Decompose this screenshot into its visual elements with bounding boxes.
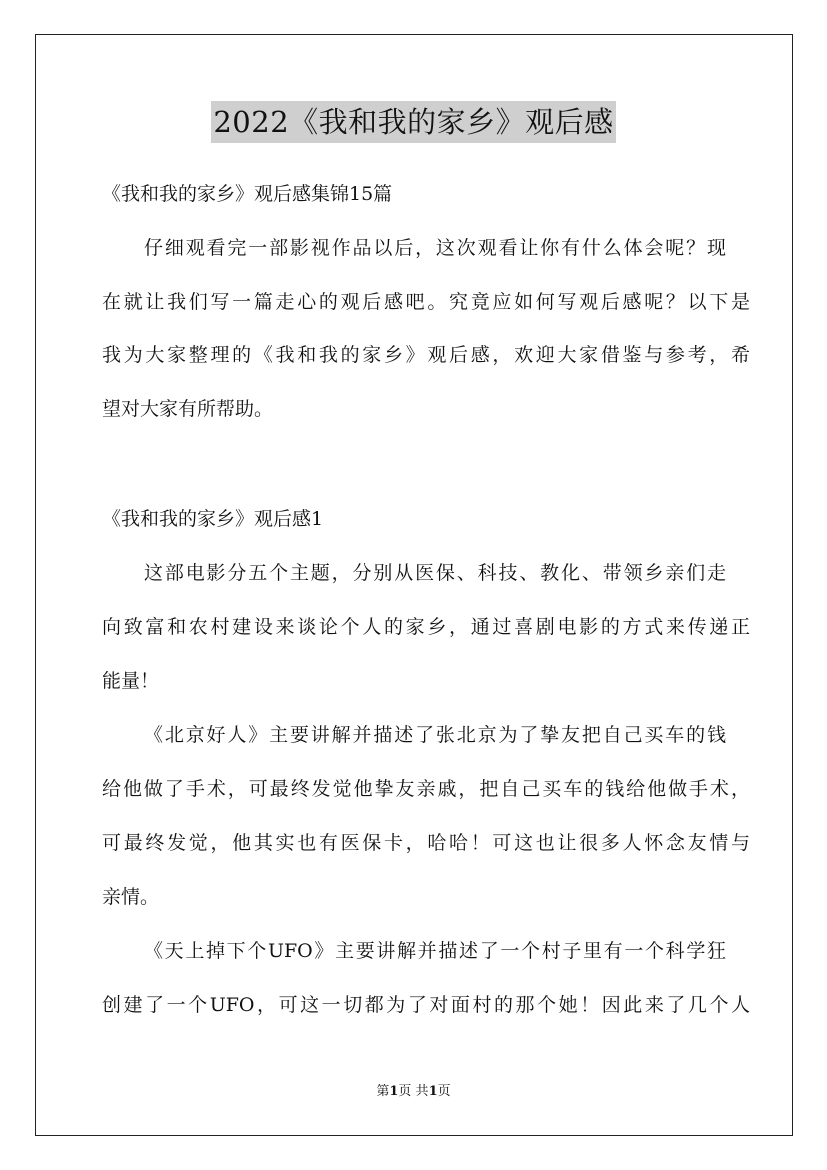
footer-current-page: 1: [389, 1084, 399, 1099]
intro-line: 望对大家有所帮助。: [102, 398, 274, 420]
para2-line: 亲情。: [102, 886, 160, 908]
para1-line: 能量！: [102, 670, 160, 692]
subtitle: 《我和我的家乡》观后感集锦15篇: [102, 183, 393, 205]
para1-line: 这部电影分五个主题，分别从医保、科技、教化、带领乡亲们走: [144, 562, 726, 584]
document-title: 2022《我和我的家乡》观后感: [211, 101, 615, 143]
footer-suffix: 页: [437, 1084, 451, 1099]
footer-mid: 页 共: [398, 1084, 429, 1099]
para2-line: 给他做了手术，可最终发觉他挚友亲戚，把自己买车的钱给他做手术，: [102, 778, 750, 800]
para3-line: 创建了一个UFO，可这一切都为了对面村的那个她！因此来了几个人: [102, 994, 750, 1016]
para3-line: 《天上掉下个UFO》主要讲解并描述了一个村子里有一个科学狂: [144, 940, 726, 962]
page-footer: [0, 1083, 827, 1101]
intro-line: 仔细观看完一部影视作品以后，这次观看让你有什么体会呢？现: [144, 237, 726, 259]
title-container: [0, 101, 827, 143]
para1-line: 向致富和农村建设来谈论个人的家乡，通过喜剧电影的方式来传递正: [102, 616, 750, 638]
footer-total-pages: 1: [428, 1084, 438, 1099]
footer-prefix: 第: [376, 1084, 390, 1099]
para2-line: 可最终发觉，他其实也有医保卡，哈哈！可这也让很多人怀念友情与: [102, 832, 750, 854]
intro-line: 我为大家整理的《我和我的家乡》观后感，欢迎大家借鉴与参考，希: [102, 344, 750, 366]
para2-line: 《北京好人》主要讲解并描述了张北京为了挚友把自己买车的钱: [144, 724, 726, 746]
section-heading: 《我和我的家乡》观后感1: [102, 508, 324, 530]
intro-line: 在就让我们写一篇走心的观后感吧。究竟应如何写观后感呢？以下是: [102, 291, 750, 313]
